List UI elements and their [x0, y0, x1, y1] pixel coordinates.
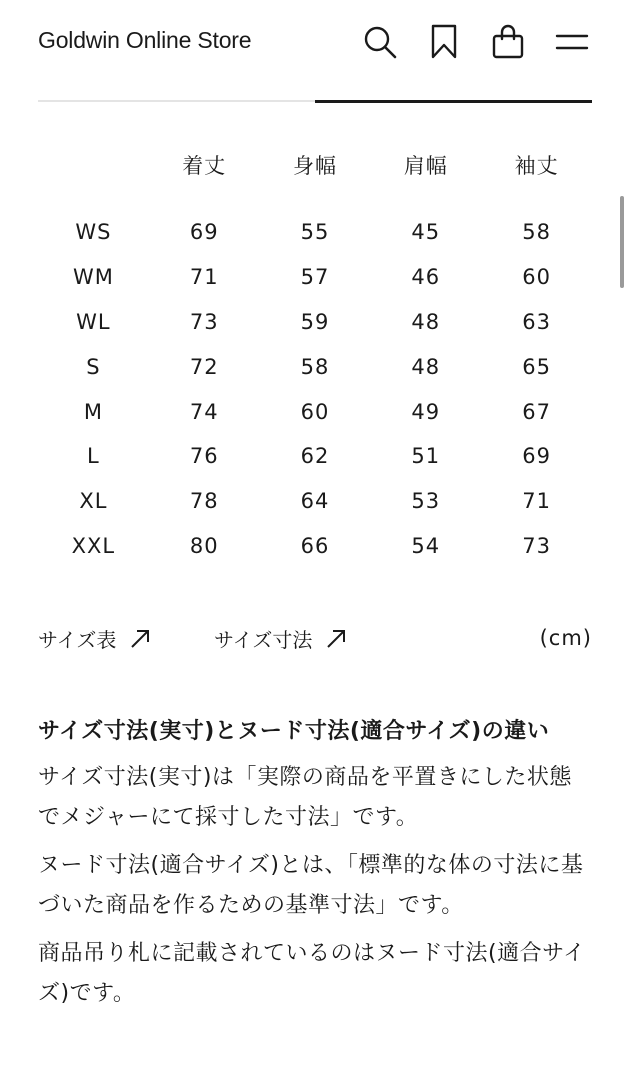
table-cell: 64: [300, 489, 330, 514]
header: [0, 0, 630, 84]
bag-icon: [491, 24, 525, 60]
column-header-length: 着丈: [182, 154, 227, 178]
table-cell: 57: [300, 265, 330, 290]
size-table: [38, 140, 592, 568]
size-label: L: [87, 444, 100, 469]
cart-button[interactable]: [489, 22, 527, 62]
table-cell: 76: [189, 444, 219, 469]
table-cell: 69: [522, 444, 551, 469]
table-row: [38, 300, 592, 345]
size-measure-link[interactable]: [214, 624, 346, 653]
column-header-sleeve: 袖丈: [514, 154, 559, 178]
size-links: [38, 624, 592, 660]
size-label: M: [83, 399, 103, 424]
table-row: [38, 479, 592, 524]
table-cell: 74: [189, 399, 219, 424]
table-row: [38, 434, 592, 479]
notes-heading: サイズ寸法(実寸)とヌード寸法(適合サイズ)の違い: [38, 719, 550, 744]
external-arrow-icon: [130, 629, 150, 649]
table-row: [38, 255, 592, 300]
menu-icon: [555, 31, 589, 53]
table-cell: 58: [522, 220, 551, 245]
table-cell: 54: [411, 533, 441, 558]
table-cell: 58: [300, 354, 330, 379]
store-title[interactable]: Goldwin Online Store: [38, 27, 252, 53]
table-cell: 73: [189, 309, 219, 334]
table-row: [38, 344, 592, 389]
size-label: S: [86, 354, 101, 379]
bookmark-button[interactable]: [425, 22, 463, 62]
table-cell: 73: [522, 533, 551, 558]
table-cell: 60: [522, 265, 551, 290]
table-cell: 46: [411, 265, 441, 290]
table-cell: 71: [522, 489, 551, 514]
table-cell: 80: [189, 533, 219, 558]
table-cell: 67: [522, 399, 551, 424]
table-cell: 48: [411, 309, 441, 334]
table-cell: 62: [300, 444, 330, 469]
size-label: XXL: [71, 533, 116, 558]
table-cell: 48: [411, 354, 441, 379]
scrollbar[interactable]: [620, 196, 624, 288]
search-icon: [363, 25, 397, 59]
external-arrow-icon: [326, 629, 346, 649]
table-row: [38, 389, 592, 434]
size-label: WM: [72, 265, 114, 290]
bookmark-icon: [430, 24, 458, 60]
size-measure-link-label: サイズ寸法: [214, 628, 313, 652]
size-label: WS: [75, 220, 112, 245]
notes-paragraph: サイズ寸法(実寸)は「実際の商品を平置きにした状態でメジャーにて採寸した寸法」です。: [38, 765, 572, 830]
table-cell: 66: [300, 533, 330, 558]
search-button[interactable]: [361, 22, 399, 62]
column-header-size: [38, 140, 149, 190]
size-chart-link[interactable]: [38, 624, 150, 653]
table-row: [38, 210, 592, 255]
table-cell: 72: [189, 354, 219, 379]
table-row: [38, 524, 592, 569]
table-cell: 63: [522, 309, 551, 334]
table-cell: 71: [189, 265, 219, 290]
table-cell: 65: [522, 354, 551, 379]
table-cell: 45: [411, 220, 441, 245]
size-table-header: [38, 140, 592, 190]
size-label: WL: [76, 309, 111, 334]
table-cell: 51: [411, 444, 441, 469]
notes-paragraph: ヌード寸法(適合サイズ)とは、「標準的な体の寸法に基づいた商品を作るための基準寸法」です。: [38, 853, 584, 918]
unit-label: (cm): [539, 626, 592, 650]
size-chart-link-label: サイズ表: [38, 628, 117, 652]
table-cell: 55: [300, 220, 330, 245]
table-cell: 53: [411, 489, 441, 514]
size-notes: [38, 714, 594, 1014]
column-header-shoulder: 肩幅: [403, 154, 448, 178]
menu-button[interactable]: [553, 22, 591, 62]
table-cell: 69: [189, 220, 219, 245]
table-cell: 49: [411, 399, 441, 424]
notes-paragraph: 商品吊り札に記載されているのはヌード寸法(適合サイズ)です。: [38, 941, 586, 1006]
size-label: XL: [79, 489, 108, 514]
table-cell: 78: [189, 489, 219, 514]
table-cell: 59: [300, 309, 330, 334]
table-cell: 60: [300, 399, 330, 424]
tab-active-indicator[interactable]: [315, 100, 592, 103]
column-header-width: 身幅: [292, 154, 337, 178]
